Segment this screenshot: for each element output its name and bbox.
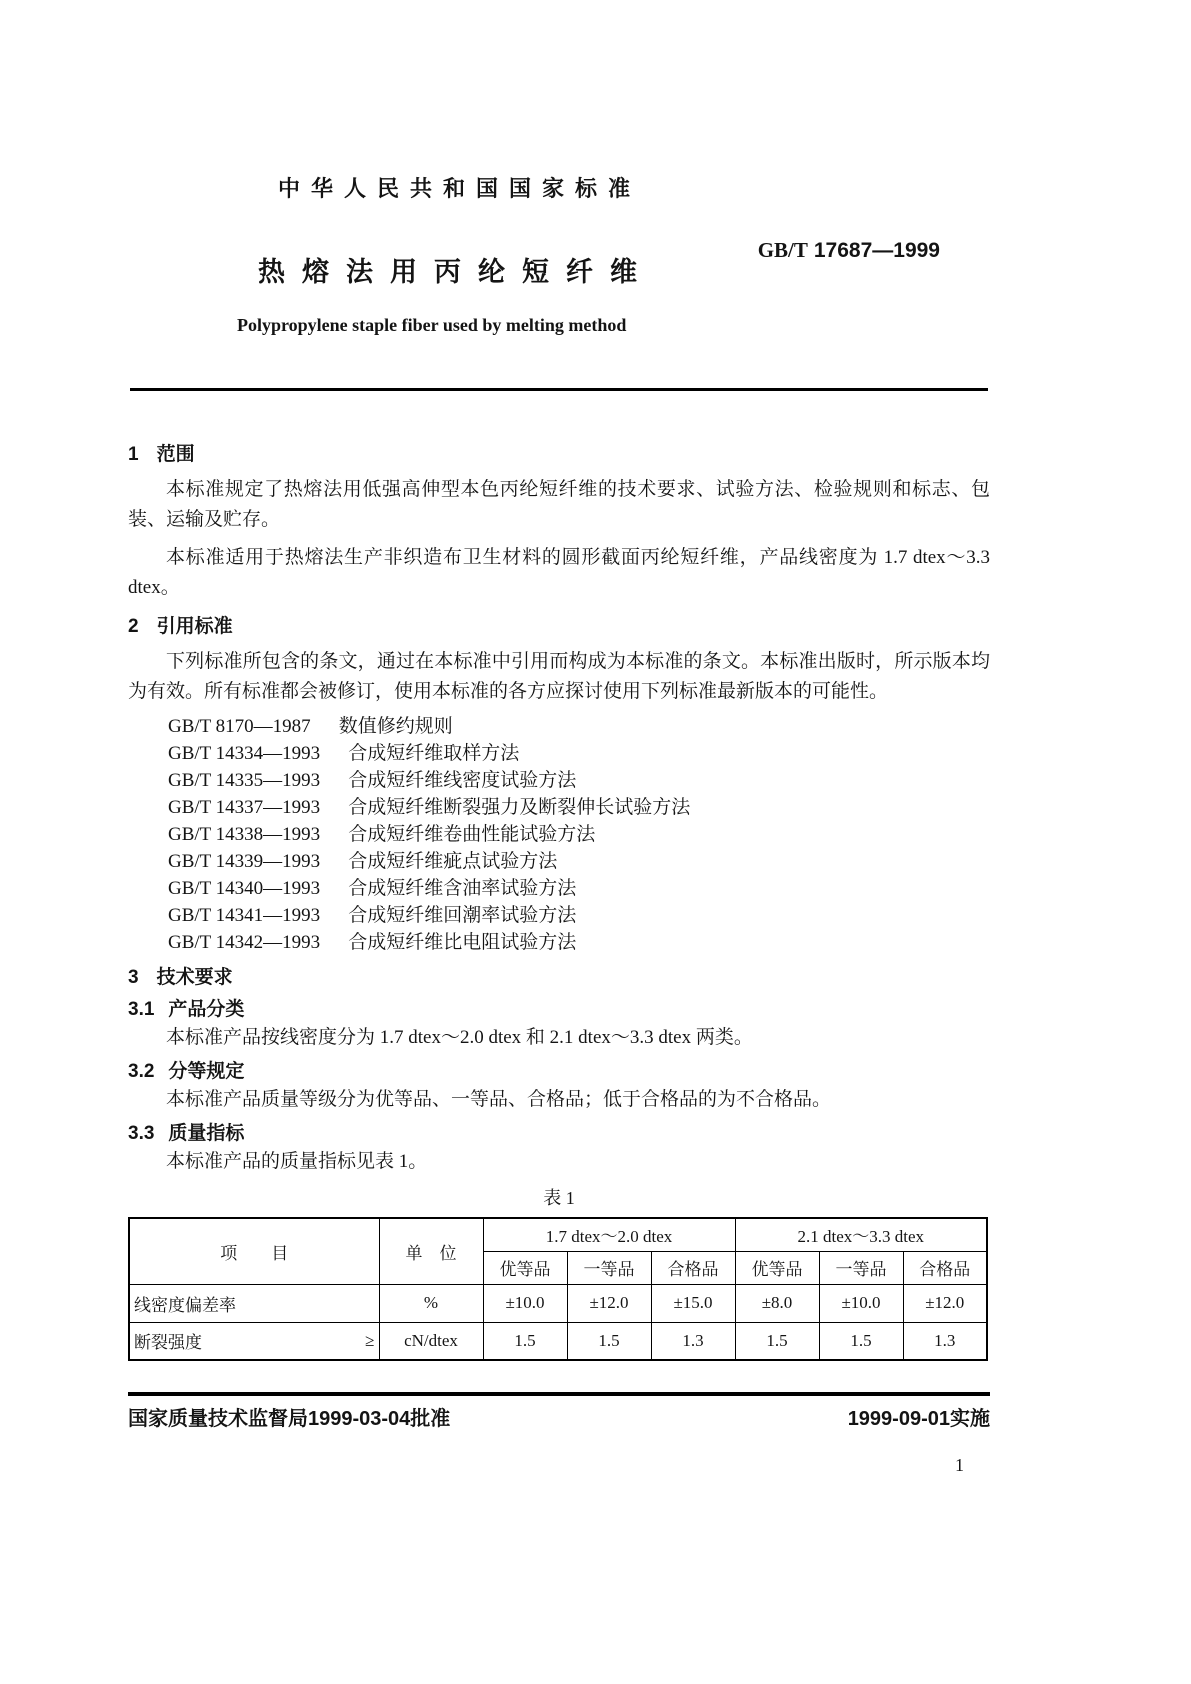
subsection-title: 产品分类 xyxy=(168,999,245,1020)
row-item-cell xyxy=(129,1322,379,1360)
section-title: 范围 xyxy=(156,444,195,465)
table-caption: 表 1 xyxy=(543,1188,575,1208)
document-body xyxy=(128,443,990,1361)
value-cell: 1.5 xyxy=(819,1322,903,1360)
section-title: 技术要求 xyxy=(156,967,233,988)
standard-ref-item xyxy=(168,929,990,956)
ref-code: GB/T 14340—1993 xyxy=(168,878,321,899)
ref-code: GB/T 14338—1993 xyxy=(168,824,321,845)
ref-name: 合成短纤维线密度试验方法 xyxy=(348,770,577,791)
paragraph: 下列标准所包含的条文，通过在本标准中引用而构成为本标准的条文。本标准出版时，所示版本均为有效。所有标准都会被修订，使用本标准的各方应探讨使用下列标准最新版本的可能性。 xyxy=(128,651,990,702)
value-cell: ±12.0 xyxy=(903,1284,987,1322)
document-title: 热熔法用丙纶短纤维 xyxy=(258,257,654,287)
grade-header: 合格品 xyxy=(651,1251,735,1284)
ref-name: 合成短纤维断裂强力及断裂伸长试验方法 xyxy=(348,797,691,818)
standard-ref-item xyxy=(168,848,990,875)
section-2-heading xyxy=(128,615,990,639)
section-title: 引用标准 xyxy=(156,616,233,637)
standard-ref-item xyxy=(168,767,990,794)
column-header-item: 项 目 xyxy=(129,1218,379,1284)
page-number: 1 xyxy=(955,1455,964,1475)
implementation-date: 1999-09-01实施 xyxy=(847,1408,990,1430)
section-3-1-heading xyxy=(128,998,990,1021)
paragraph: 本标准产品质量等级分为优等品、一等品、合格品；低于合格品的为不合格品。 xyxy=(166,1089,832,1110)
section-3-3-heading xyxy=(128,1122,990,1145)
ref-name: 合成短纤维疵点试验方法 xyxy=(348,851,558,872)
section-number: 2 xyxy=(128,616,139,637)
ref-code: GB/T 14341—1993 xyxy=(168,905,321,926)
paragraph: 本标准规定了热熔法用低强高伸型本色丙纶短纤维的技术要求、试验方法、检验规则和标志、包装、运输及贮存。 xyxy=(128,479,990,530)
section-1-heading xyxy=(128,443,990,467)
quality-indicator-table xyxy=(128,1217,988,1361)
ref-name: 合成短纤维比电阻试验方法 xyxy=(348,932,577,953)
value-cell: ±10.0 xyxy=(483,1284,567,1322)
ref-code: GB/T 14337—1993 xyxy=(168,797,321,818)
grade-header: 一等品 xyxy=(567,1251,651,1284)
paragraph: 本标准产品按线密度分为 1.7 dtex～2.0 dtex 和 2.1 dtex～3.3 dtex 两类。 xyxy=(166,1027,753,1048)
standard-ref-item xyxy=(168,902,990,929)
value-cell: 1.5 xyxy=(735,1322,819,1360)
value-cell: ±12.0 xyxy=(567,1284,651,1322)
standard-ref-item xyxy=(168,875,990,902)
grade-header: 一等品 xyxy=(819,1251,903,1284)
standard-ref-item xyxy=(168,713,990,740)
grade-header: 优等品 xyxy=(735,1251,819,1284)
header-rule xyxy=(130,388,988,391)
paragraph: 本标准产品的质量指标见表 1。 xyxy=(166,1151,428,1172)
ref-code: GB/T 14342—1993 xyxy=(168,932,321,953)
value-cell: ±15.0 xyxy=(651,1284,735,1322)
approval-statement: 国家质量技术监督局1999-03-04批准 xyxy=(128,1408,451,1430)
section-3-2-heading xyxy=(128,1060,990,1083)
value-cell: 1.5 xyxy=(483,1322,567,1360)
subsection-number: 3.3 xyxy=(128,1123,155,1144)
ref-name: 合成短纤维取样方法 xyxy=(348,743,520,764)
english-title: Polypropylene staple fiber used by melting method xyxy=(237,315,627,335)
ref-name: 数值修约规则 xyxy=(338,716,453,737)
ref-code: GB/T 14335—1993 xyxy=(168,770,321,791)
subsection-number: 3.2 xyxy=(128,1061,155,1082)
standard-ref-item xyxy=(168,821,990,848)
standard-number xyxy=(758,238,940,263)
group-header-a: 1.7 dtex～2.0 dtex xyxy=(483,1218,735,1251)
ref-name: 合成短纤维含油率试验方法 xyxy=(348,878,577,899)
value-cell: 1.3 xyxy=(903,1322,987,1360)
ref-code: GB/T 14334—1993 xyxy=(168,743,321,764)
subsection-title: 分等规定 xyxy=(168,1061,245,1082)
row-item-label: 线密度偏差率 xyxy=(134,1295,236,1315)
standard-ref-item xyxy=(168,740,990,767)
ref-code: GB/T 14339—1993 xyxy=(168,851,321,872)
standard-label: 中华人民共和国国家标准 xyxy=(278,176,642,201)
column-header-unit: 单 位 xyxy=(379,1218,483,1284)
value-cell: ±8.0 xyxy=(735,1284,819,1322)
ref-name: 合成短纤维卷曲性能试验方法 xyxy=(348,824,596,845)
grade-header: 优等品 xyxy=(483,1251,567,1284)
row-item-operator: ≥ xyxy=(365,1330,375,1350)
subsection-title: 质量指标 xyxy=(168,1123,245,1144)
value-cell: 1.3 xyxy=(651,1322,735,1360)
ref-code: GB/T 8170—1987 xyxy=(168,716,311,737)
value-cell: 1.5 xyxy=(567,1322,651,1360)
group-header-b: 2.1 dtex～3.3 dtex xyxy=(735,1218,987,1251)
grade-header: 合格品 xyxy=(903,1251,987,1284)
ref-name: 合成短纤维回潮率试验方法 xyxy=(348,905,577,926)
value-cell: ±10.0 xyxy=(819,1284,903,1322)
row-item-cell xyxy=(129,1284,379,1322)
referenced-standards-list xyxy=(168,713,990,956)
subsection-number: 3.1 xyxy=(128,999,155,1020)
section-number: 1 xyxy=(128,444,139,465)
row-item-label: 断裂强度 xyxy=(134,1333,202,1353)
footer-rule xyxy=(128,1392,990,1396)
row-unit-cell: cN/dtex xyxy=(379,1322,483,1360)
standard-number-value: 17687—1999 xyxy=(813,239,940,262)
row-unit-cell: % xyxy=(379,1284,483,1322)
standard-number-prefix: GB/T xyxy=(757,238,808,262)
standard-ref-item xyxy=(168,794,990,821)
section-number: 3 xyxy=(128,967,139,988)
section-3-heading xyxy=(128,966,990,990)
paragraph: 本标准适用于热熔法生产非织造布卫生材料的圆形截面丙纶短纤维，产品线密度为 1.7 dtex～3.3 dtex。 xyxy=(128,547,990,598)
